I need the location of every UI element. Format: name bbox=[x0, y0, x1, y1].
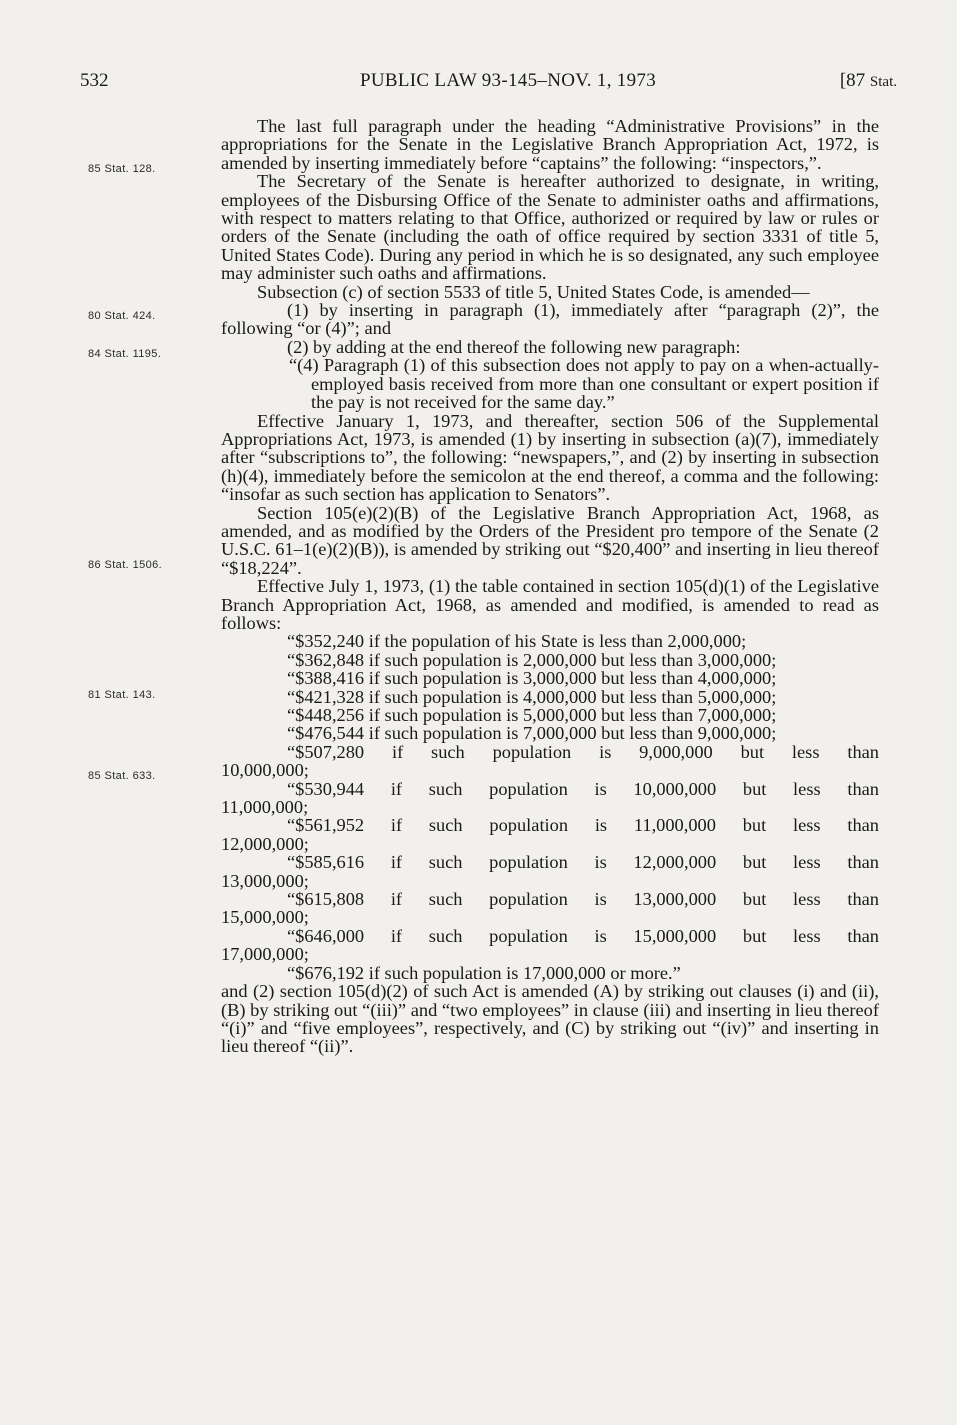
paragraph: The last full paragraph under the heading “Administrative Provisions” in the appropriations for the Senate in the Legislative Branch Appropriation Act, 1972, is amended by inserting immediately before “captains” the following: “inspectors,”. bbox=[221, 116, 879, 173]
margin-note: 81 Stat. 143. bbox=[88, 689, 156, 701]
paragraph: Subsection (c) of section 5533 of title 5, United States Code, is amended— bbox=[257, 281, 810, 302]
table-line: “$585,616 if such population is 12,000,000 but less than bbox=[287, 852, 879, 873]
running-title: PUBLIC LAW 93-145–NOV. 1, 1973 bbox=[360, 70, 657, 91]
table-line-continuation: 13,000,000; bbox=[221, 870, 309, 891]
volume-citation: [87 Stat. bbox=[839, 70, 897, 91]
paragraph: (2) by adding at the end thereof the following new paragraph: bbox=[287, 336, 741, 357]
table-line: “$421,328 if such population is 4,000,000 but less than 5,000,000; bbox=[287, 686, 777, 707]
margin-note: 85 Stat. 633. bbox=[88, 770, 156, 782]
margin-note: 85 Stat. 128. bbox=[88, 163, 156, 175]
table-line: “$362,848 if such population is 2,000,000 but less than 3,000,000; bbox=[287, 649, 777, 670]
margin-note: 84 Stat. 1195. bbox=[88, 348, 162, 360]
page-header bbox=[80, 70, 897, 96]
table-line: “$507,280 if such population is 9,000,000 but less than bbox=[287, 741, 879, 762]
table-line-continuation: 12,000,000; bbox=[221, 833, 309, 854]
table-line: “$530,944 if such population is 10,000,000 but less than bbox=[287, 778, 879, 799]
table-line-continuation: 11,000,000; bbox=[221, 797, 309, 818]
table-line: “$352,240 if the population of his State is less than 2,000,000; bbox=[287, 631, 747, 652]
quoted-paragraph: “(4) Paragraph (1) of this subsection does not apply to pay on a when-actually-employed basis received from more than one consultant or expert position if the pay is not received for the same day.” bbox=[289, 355, 879, 413]
paragraph: Effective July 1, 1973, (1) the table contained in section 105(d)(1) of the Legislative Branch Appropriation Act, 1968, as amended and modified, is amended to read as follows: bbox=[221, 576, 879, 633]
paragraph: (1) by inserting in paragraph (1), immediately after “paragraph (2)”, the following “or (4)”; and bbox=[221, 300, 879, 339]
paragraph: Effective January 1, 1973, and thereafter, section 506 of the Supplemental Appropriations Act, 1973, is amended (1) by inserting in subsection (a)(7), immediately after “subscriptions to”, the following: “newspapers,”, and (2) by inserting in subsection (h)(4), immediately before the semicolon at the end thereof, a comma and the following: “insofar as such section has application to Senators”. bbox=[221, 410, 879, 505]
table-line-continuation: 10,000,000; bbox=[221, 760, 309, 781]
body-text bbox=[221, 117, 879, 1056]
table-line: “$476,544 if such population is 7,000,000 but less than 9,000,000; bbox=[287, 723, 777, 744]
margin-note: 80 Stat. 424. bbox=[88, 310, 156, 322]
table-line: “$561,952 if such population is 11,000,000 but less than bbox=[287, 815, 879, 836]
table-line: “$388,416 if such population is 3,000,000 but less than 4,000,000; bbox=[287, 668, 777, 689]
table-line-continuation: 15,000,000; bbox=[221, 907, 309, 928]
table-line: “$615,808 if such population is 13,000,000 but less than bbox=[287, 889, 879, 910]
page-number: 532 bbox=[80, 70, 109, 91]
closing-paragraph: and (2) section 105(d)(2) of such Act is amended (A) by striking out clauses (i) and (ii), (B) by striking out “(iii)” and “two employees” in clause (iii) and inserting in lieu thereof “(i)” and “five employees”, respectively, and (C) by striking out “(iv)” and inserting in lieu thereof “(ii)”. bbox=[221, 981, 879, 1057]
table-line: “$676,192 if such population is 17,000,000 or more.” bbox=[287, 962, 681, 983]
table-line: “$646,000 if such population is 15,000,000 but less than bbox=[287, 925, 879, 946]
table-line-continuation: 17,000,000; bbox=[221, 944, 309, 965]
margin-note: 86 Stat. 1506. bbox=[88, 559, 163, 571]
table-line: “$448,256 if such population is 5,000,000 but less than 7,000,000; bbox=[287, 705, 777, 725]
paragraph: The Secretary of the Senate is hereafter authorized to designate, in writing, employees of the Disbursing Office of the Senate to administer oaths and affirmations, with respect to matters relating to that Office, authorized or required by law or rules or orders of the Senate (including the oath of office required by section 3331 of title 5, United States Code). During any period in which he is so designated, any such employee may administer such oaths and affirmations. bbox=[221, 171, 879, 284]
paragraph: Section 105(e)(2)(B) of the Legislative Branch Appropriation Act, 1968, as amended, and as modified by the Orders of the President pro tempore of the Senate (2 U.S.C. 61–1(e)(2)(B)), is amended by striking out “$20,400” and inserting in lieu thereof “$18,224”. bbox=[221, 502, 879, 578]
